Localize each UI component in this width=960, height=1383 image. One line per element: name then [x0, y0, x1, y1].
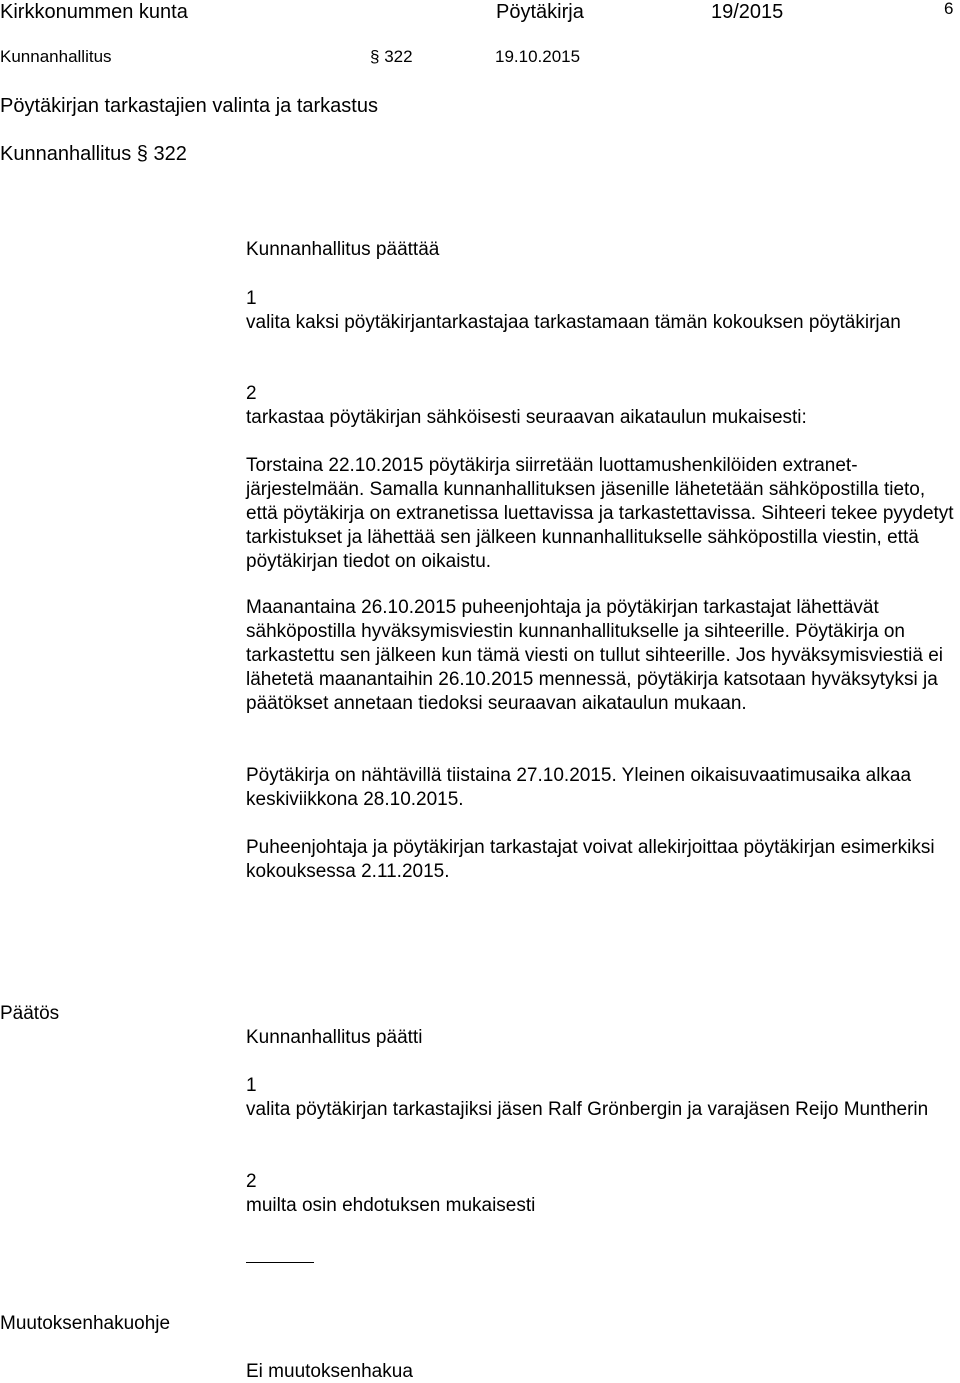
- proposal-item1-text: valita kaksi pöytäkirjantarkastajaa tarkastamaan tämän kokouksen pöytäkirjan: [246, 312, 901, 333]
- header-doc-number: 19/2015: [711, 1, 784, 23]
- proposal-item2-number: 2: [246, 383, 257, 404]
- header-body: Kunnanhallitus: [0, 47, 112, 66]
- appeal-label: Muutoksenhakuohje: [0, 1313, 171, 1334]
- decision-item2-number: 2: [246, 1171, 257, 1192]
- header-org: Kirkkonummen kunta: [0, 1, 188, 23]
- proposal-item2-text: tarkastaa pöytäkirjan sähköisesti seuraavan aikataulun mukaisesti:: [246, 407, 807, 428]
- decision-item1-text: valita pöytäkirjan tarkastajiksi jäsen Ralf Grönbergin ja varajäsen Reijo Muntherin: [246, 1099, 929, 1120]
- section-sign-icon: §: [370, 47, 380, 66]
- decision-label: Päätös: [0, 1003, 60, 1024]
- header-section-number: 322: [384, 47, 413, 66]
- proposal-intro: Kunnanhallitus päättää: [246, 239, 440, 260]
- decision-item2-text: muilta osin ehdotuksen mukaisesti: [246, 1195, 536, 1216]
- page-title: Pöytäkirjan tarkastajien valinta ja tarkastus: [0, 95, 378, 117]
- body-reference: Kunnanhallitus § 322: [0, 143, 187, 165]
- header-date: 19.10.2015: [495, 47, 581, 66]
- decision-item1-number: 1: [246, 1075, 257, 1096]
- proposal-item1-number: 1: [246, 288, 257, 309]
- header-doc-type: Pöytäkirja: [496, 1, 584, 23]
- decision-intro: Kunnanhallitus päätti: [246, 1027, 423, 1048]
- separator-line: [246, 1262, 314, 1263]
- proposal-paragraph-1: Torstaina 22.10.2015 pöytäkirja siirretään luottamushenkilöiden extranet-järjestelmään. Samalla kunnanhallituksen jäsenille lähetetään sähköpostilla tieto, että pöytäkirja on extranetissa luettavissa ja tarkastettavissa. Sihteeri tekee pyydetyt tarkistukset ja lähettää sen jälkeen kunnanhallitukselle sähköpostilla viestin, että pöytäkirjan tiedot on oikaistu.: [246, 455, 954, 572]
- header-page-number: 6: [944, 0, 954, 18]
- appeal-text: Ei muutoksenhakua: [246, 1361, 413, 1382]
- proposal-paragraph-2: Maanantaina 26.10.2015 puheenjohtaja ja pöytäkirjan tarkastajat lähettävät sähköpostilla hyväksymisviestin kunnanhallitukselle ja sihteerille. Pöytäkirja on tarkastettu sen jälkeen kun tämä viesti on tullut sihteerille. Jos hyväksymisviestiä ei lähetetä maanantaihin 26.10.2015 mennessä, pöytäkirja katsotaan hyväksytyksi ja päätökset annetaan tiedoksi seuraavan aikataulun mukaan.: [246, 597, 943, 714]
- header-section: [370, 46, 413, 68]
- proposal-paragraph-3: Pöytäkirja on nähtävillä tiistaina 27.10.2015. Yleinen oikaisuvaatimusaika alkaa keskiviikkona 28.10.2015.: [246, 765, 912, 810]
- proposal-paragraph-4: Puheenjohtaja ja pöytäkirjan tarkastajat voivat allekirjoittaa pöytäkirjan esimerkiksi kokouksessa 2.11.2015.: [246, 837, 935, 882]
